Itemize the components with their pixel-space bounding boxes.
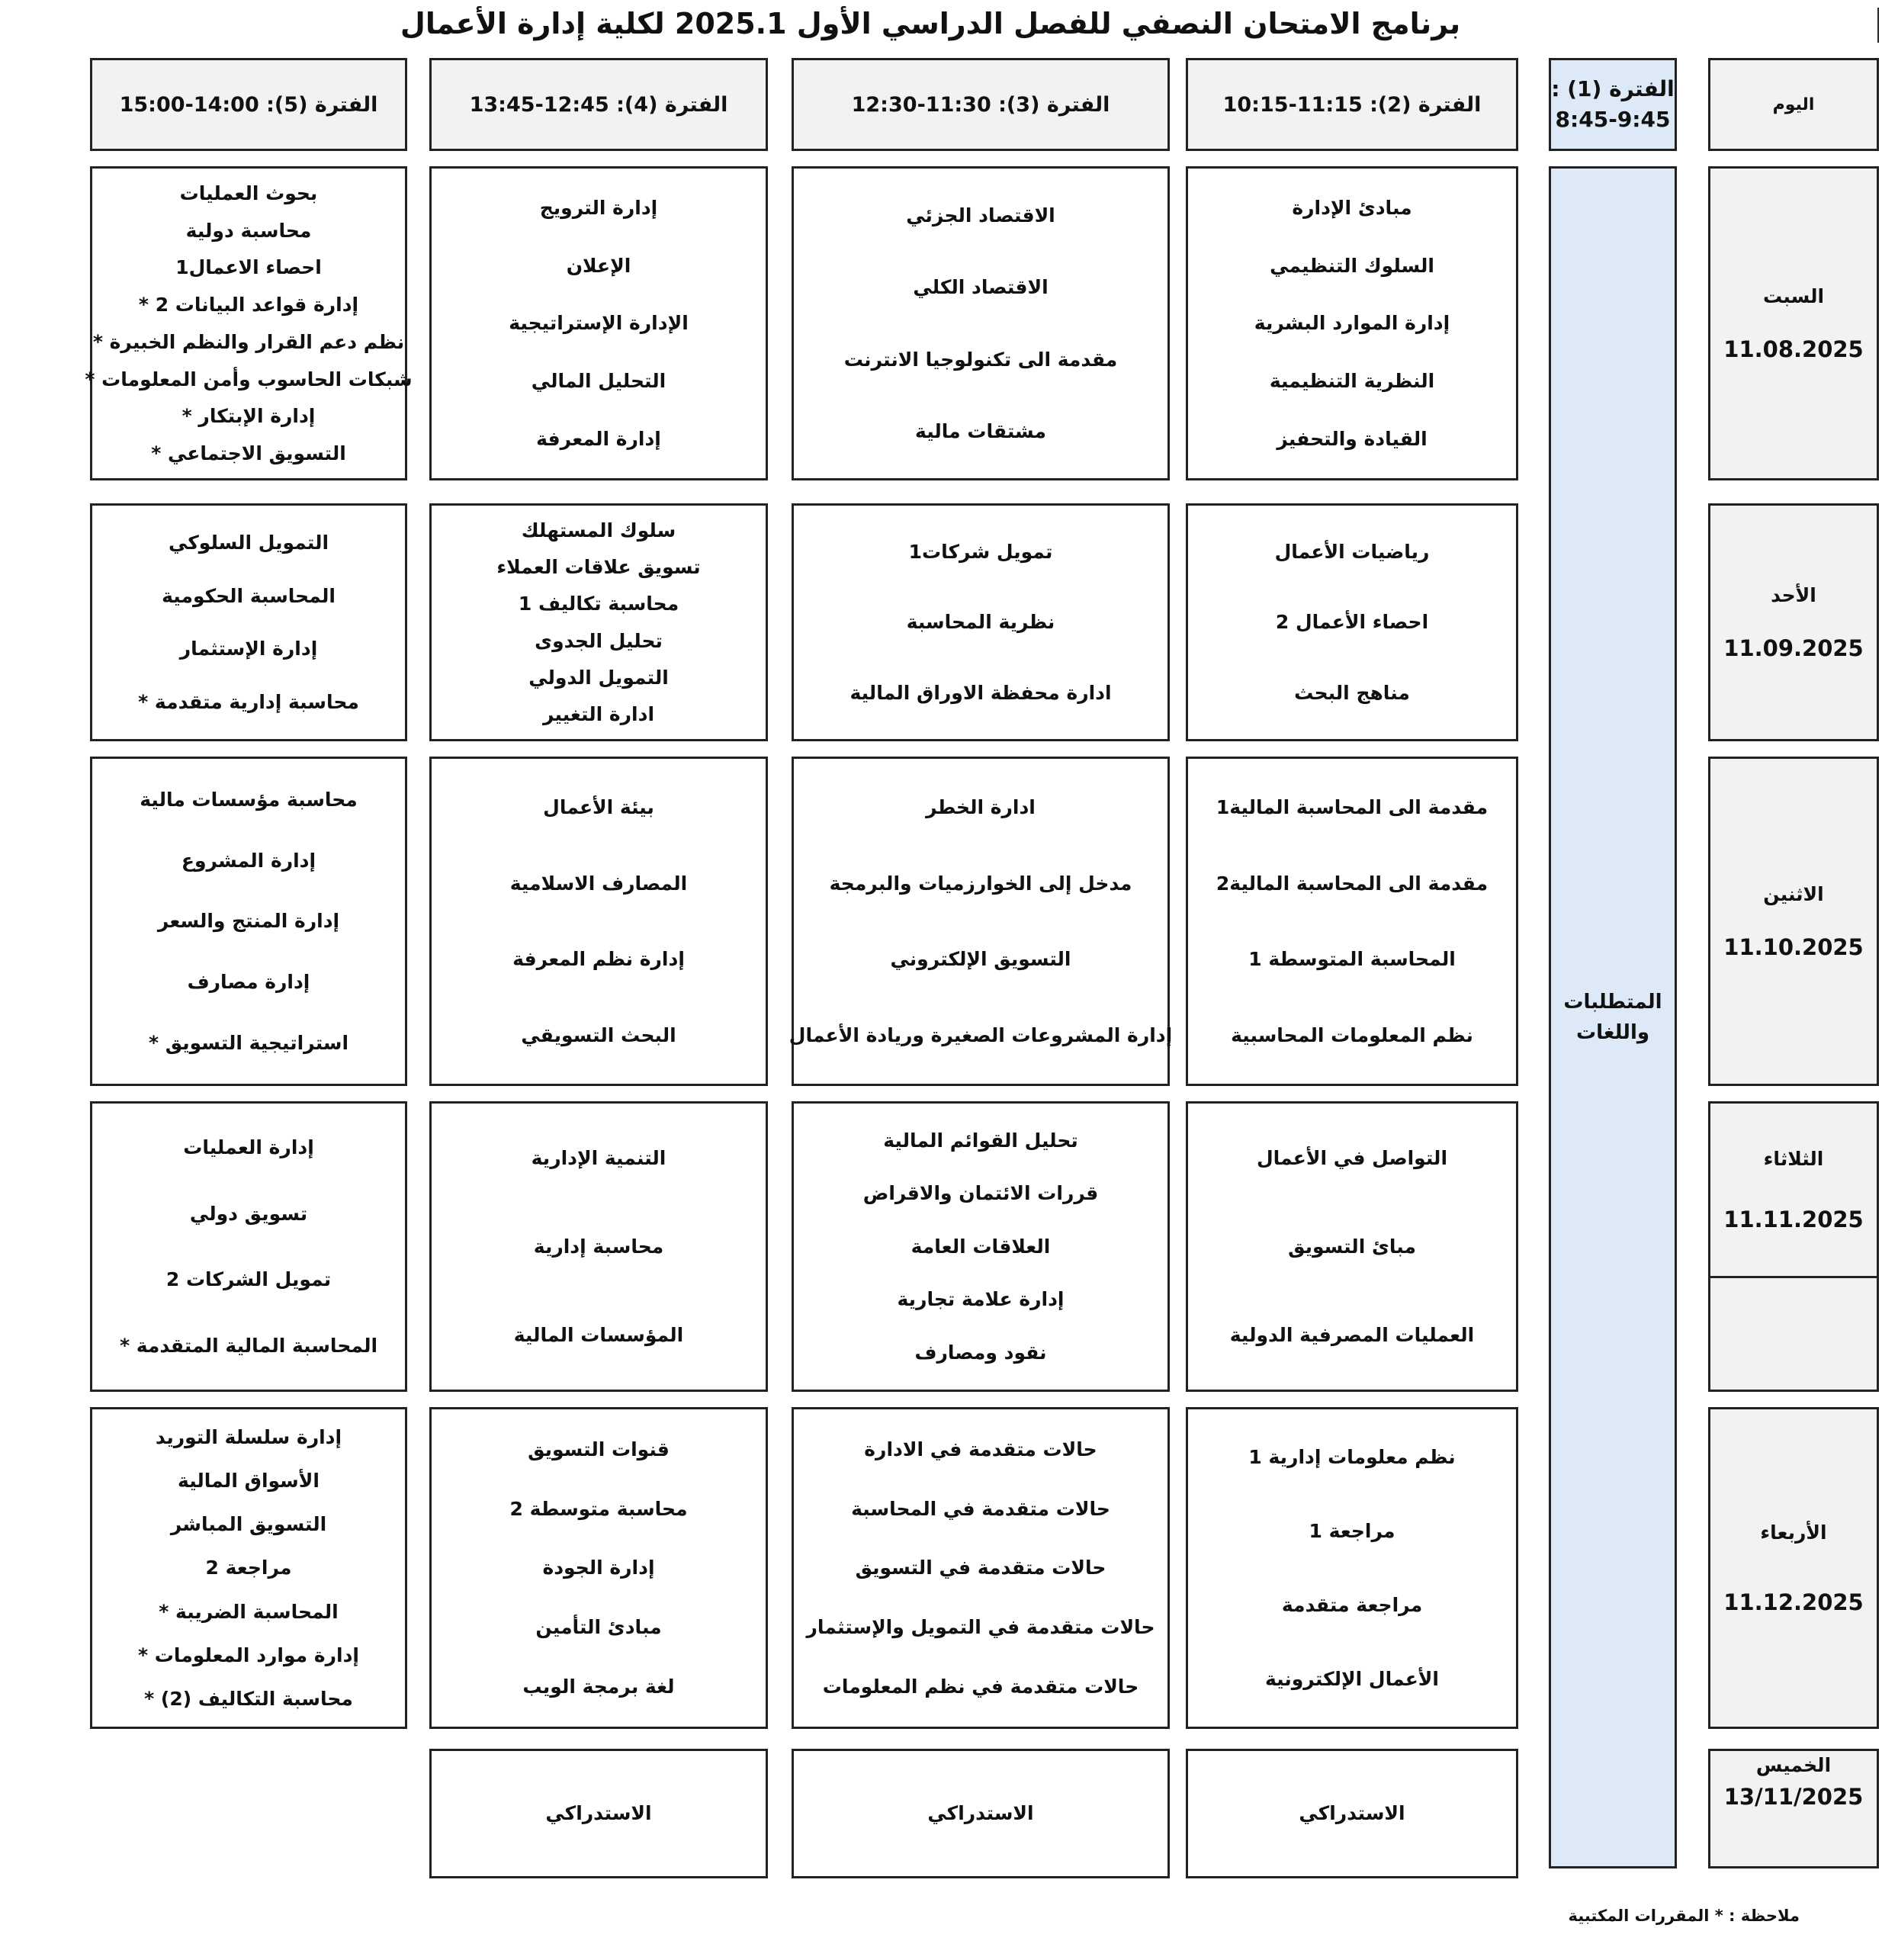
cell-tuesday-p4: التنمية الإدارية محاسبة إدارية المؤسسات المالية bbox=[429, 1101, 768, 1392]
footnote: ملاحظة : * المقررات المكتبية bbox=[1568, 1907, 1800, 1925]
cell-monday-p5: محاسبة مؤسسات مالية إدارة المشروع إدارة المنتج والسعر إدارة مصارف استراتيجية التسويق * bbox=[90, 757, 407, 1086]
cell-sunday-p4: سلوك المستهلك تسويق علاقات العملاء محاسبة تكاليف 1 تحليل الجدوى التمويل الدولي ادارة التغيير bbox=[429, 503, 768, 741]
cell-sunday-p3: تمويل شركات1 نظرية المحاسبة ادارة محفظة الاوراق المالية bbox=[792, 503, 1170, 741]
cell-tuesday-p2: التواصل في الأعمال مبائ التسويق العمليات المصرفية الدولية bbox=[1186, 1101, 1518, 1392]
header-period-5: الفترة (5): 14:00-15:00 bbox=[90, 58, 407, 151]
cell-thursday-p3: الاستدراكي bbox=[792, 1749, 1170, 1878]
header-period-3: الفترة (3): 11:30-12:30 bbox=[792, 58, 1170, 151]
cell-monday-p4: بيئة الأعمال المصارف الاسلامية إدارة نظم المعرفة البحث التسويقي bbox=[429, 757, 768, 1086]
day-sunday: الأحد 11.09.2025 bbox=[1708, 503, 1879, 741]
cell-monday-p3: ادارة الخطر مدخل إلى الخوارزميات والبرمجة التسويق الإلكتروني إدارة المشروعات الصغيرة وريادة الأعمال bbox=[792, 757, 1170, 1086]
cell-thursday-p2: الاستدراكي bbox=[1186, 1749, 1518, 1878]
page-title: برنامج الامتحان النصفي للفصل الدراسي الأول 2025.1 لكلية إدارة الأعمال bbox=[400, 7, 1461, 40]
cell-sunday-p2: رياضيات الأعمال احصاء الأعمال 2 مناهج البحث bbox=[1186, 503, 1518, 741]
day-saturday: السبت 11.08.2025 bbox=[1708, 166, 1879, 480]
cell-wednesday-p4: قنوات التسويق محاسبة متوسطة 2 إدارة الجودة مبادئ التأمين لغة برمجة الويب bbox=[429, 1407, 768, 1729]
day-thursday: الخميس 13/11/2025 bbox=[1708, 1749, 1879, 1868]
cell-tuesday-p5: إدارة العمليات تسويق دولي تمويل الشركات 2 المحاسبة المالية المتقدمة * bbox=[90, 1101, 407, 1392]
header-period-1: الفترة (1) : 8:45-9:45 bbox=[1549, 58, 1677, 151]
cell-saturday-p5: بحوث العمليات محاسبة دولية احصاء الاعمال1 إدارة قواعد البيانات 2 * نظم دعم القرار والنظم الخبيرة * شبكات الحاسوب وأمن المعلومات * إدارة الإبتكار * التسويق الاجتماعي * bbox=[90, 166, 407, 480]
edge-line bbox=[1877, 8, 1879, 43]
day-wednesday: الأربعاء 11.12.2025 bbox=[1708, 1407, 1879, 1729]
day-tuesday: الثلاثاء 11.11.2025 bbox=[1708, 1101, 1879, 1278]
day-monday: الاثنين 11.10.2025 bbox=[1708, 757, 1879, 1086]
cell-wednesday-p5: إدارة سلسلة التوريد الأسواق المالية التسويق المباشر مراجعة 2 المحاسبة الضريبة * إدارة موارد المعلومات * محاسبة التكاليف (2) * bbox=[90, 1407, 407, 1729]
cell-saturday-p2: مبادئ الإدارة السلوك التنظيمي إدارة الموارد البشرية النظرية التنظيمية القيادة والتحفيز bbox=[1186, 166, 1518, 480]
header-period-4: الفترة (4): 12:45-13:45 bbox=[429, 58, 768, 151]
cell-saturday-p4: إدارة الترويج الإعلان الإدارة الإستراتيجية التحليل المالي إدارة المعرفة bbox=[429, 166, 768, 480]
cell-thursday-p4: الاستدراكي bbox=[429, 1749, 768, 1878]
cell-wednesday-p3: حالات متقدمة في الادارة حالات متقدمة في المحاسبة حالات متقدمة في التسويق حالات متقدمة في التمويل والإستثمار حالات متقدمة في نظم المعلومات bbox=[792, 1407, 1170, 1729]
requirements-languages-cell: المتطلبات واللغات bbox=[1549, 166, 1677, 1868]
cell-sunday-p5: التمويل السلوكي المحاسبة الحكومية إدارة الإستثمار محاسبة إدارية متقدمة * bbox=[90, 503, 407, 741]
day-tuesday-blank bbox=[1708, 1276, 1879, 1392]
cell-saturday-p3: الاقتصاد الجزئي الاقتصاد الكلي مقدمة الى تكنولوجيا الانترنت مشتقات مالية bbox=[792, 166, 1170, 480]
header-period-2: الفترة (2): 11:15-10:15 bbox=[1186, 58, 1518, 151]
cell-monday-p2: مقدمة الى المحاسبة المالية1 مقدمة الى المحاسبة المالية2 المحاسبة المتوسطة 1 نظم المعلومات المحاسبية bbox=[1186, 757, 1518, 1086]
cell-wednesday-p2: نظم معلومات إدارية 1 مراجعة 1 مراجعة متقدمة الأعمال الإلكترونية bbox=[1186, 1407, 1518, 1729]
cell-tuesday-p3: تحليل القوائم المالية قررات الائتمان والاقراض العلاقات العامة إدارة علامة تجارية نقود ومصارف bbox=[792, 1101, 1170, 1392]
header-day: اليوم bbox=[1708, 58, 1879, 151]
